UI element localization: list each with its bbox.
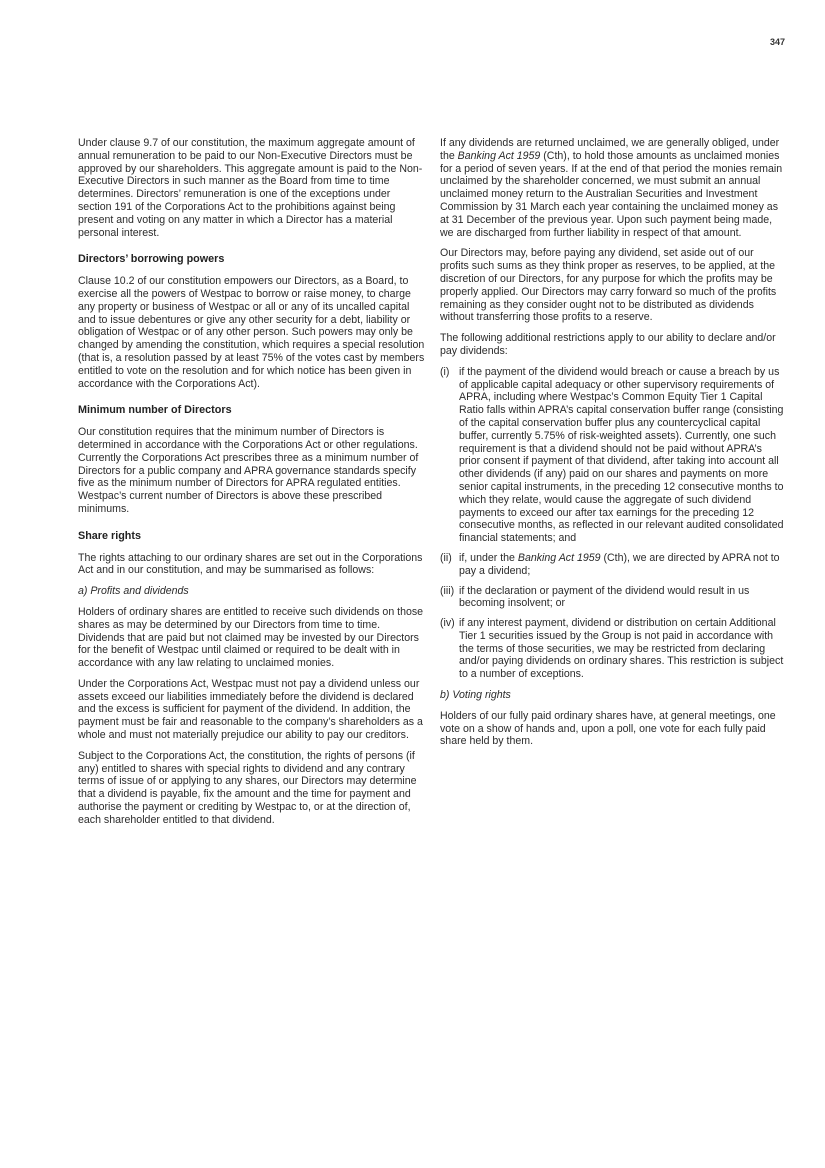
restriction-text: if the payment of the dividend would breach or cause a breach by us of applicable capital adequacy or other supervisory requirements of APRA, including where Westpac’s Common Equity Tier 1 Capital Ratio falls within APRA’s capital conservation buffer range (consisting of the capital conservation buffer plus any countercyclical capital buffer, currently 5.75% of risk-weighted assets). Currently, one such requirement is that a dividend should not be paid without APRA’s prior consent if payment of that dividend, after taking into account all other dividends (if any) paid on our shares and payments on more senior capital instruments, in the preceding 12 consecutive months to which they relate, would cause the aggregate of such dividend payments to exceed our after tax earnings for the preceding 12 consecutive months, as reflected in our relevant audited consolidated financial statements; and [459,365,784,545]
voting-rights-paragraph: Holders of our fully paid ordinary shares have, at general meetings, one vote on a show of hands and, upon a poll, one vote for each fully paid share held by them. [440,709,776,748]
restriction-marker: (ii) [440,551,452,564]
restriction-item-iv [440,617,785,681]
banking-act-reference: Banking Act 1959 [457,149,541,162]
left-column [78,137,426,835]
unclaimed-text-after: (Cth), to hold those amounts as unclaimed monies for a period of seven years. If at the end of that period the monies remain unclaimed by the shareholder concerned, we must submit an annual unclaimed money return to the Australian Securities and Investment Commission by 31 March each year containing the unclaimed money as at 31 December of the previous year. Upon such payment being made, we are discharged from further liability in respect of that amount. [440,149,783,239]
banking-act-reference: Banking Act 1959 [517,551,601,564]
restriction-marker: (i) [440,365,450,378]
profits-paragraph-1: Holders of ordinary shares are entitled to receive such dividends on those shares as may be determined by our Directors from time to time. Dividends that are paid but not claimed may be invested by our Directors for the benefit of Westpac until claimed or required to be dealt with in accordance with any law relating to unclaimed monies. [78,605,424,670]
borrowing-powers-heading: Directors’ borrowing powers [78,253,225,266]
restrictions-intro: The following additional restrictions apply to our ability to declare and/or pay dividends: [440,332,776,357]
profits-paragraph-3: Subject to the Corporations Act, the constitution, the rights of persons (if any) entitled to shares with special rights to dividend and any contrary terms of issue of or applying to any shares, our Directors may determine that a dividend is payable, fix the amount and the time for payment and authorise the payment or crediting by Westpac to, or at the direction of, each shareholder entitled to that dividend. [78,749,417,826]
page-number: 347 [769,37,785,47]
share-rights-paragraph: The rights attaching to our ordinary shares are set out in the Corporations Act and in our constitution, and may be summarised as follows: [78,551,423,577]
minimum-directors-paragraph: Our constitution requires that the minimum number of Directors is determined in accordance with the Corporations Act or other regulations. Currently the Corporations Act prescribes three as a minimum number of Directors for a public company and APRA governance standards specify five as the minimum number of Directors for APRA regulated entities. Westpac’s current number of Directors is above these prescribed minimums. [78,426,419,515]
restrictions-list [440,366,785,681]
restriction-item-i [440,366,785,545]
reserves-paragraph: Our Directors may, before paying any dividend, set aside out of our profits such sums as they think proper as reserves, to be applied, at the discretion of our Directors, for any purpose for which the profits may be properly applied. Our Directors may carry forward so much of the profits remaining as they consider ought not to be distributed as dividends without transferring those profits to a reserve. [440,247,777,324]
restriction-item-iii [440,585,785,611]
borrowing-powers-paragraph: Clause 10.2 of our constitution empowers our Directors, as a Board, to exercise all the powers of Westpac to borrow or raise money, to charge any property or business of Westpac or all or any of its uncalled capital and to issue debentures or give any other security for a debt, liability or obligation of Westpac or of any other person. Such powers may only be changed by amending the constitution, which requires a special resolution (that is, a resolution passed by at least 75% of the votes cast by members entitled to vote on the resolution and for which notice has been given in accordance with the Corporations Act). [78,275,425,390]
right-column [440,137,785,756]
restriction-text-before: if, under the [459,551,518,564]
unclaimed-dividends-paragraph [440,137,785,239]
minimum-directors-heading: Minimum number of Directors [78,404,232,417]
voting-rights-subheading: b) Voting rights [440,689,511,702]
restriction-text: if the declaration or payment of the dividend would result in us becoming insolvent; or [459,584,750,610]
restriction-text-after: (Cth), we are directed by APRA not to pay a dividend; [459,551,780,577]
unclaimed-text-before: If any dividends are returned unclaimed, we are generally obliged, under the [440,137,780,162]
share-rights-heading: Share rights [78,529,141,542]
restriction-text [459,552,785,578]
restriction-text: if any interest payment, dividend or distribution on certain Additional Tier 1 securities issued by the Group is not paid in accordance with the terms of those securities, we may be restricted from declaring and/or paying dividends on ordinary shares. This restriction is subject to a number of exceptions. [459,617,784,681]
remuneration-paragraph: Under clause 9.7 of our constitution, the maximum aggregate amount of annual remuneration to be paid to our Non-Executive Directors must be approved by our shareholders. This aggregate amount is paid to the Non-Executive Directors in such manner as the Board from time to time determines. Directors’ remuneration is one of the exceptions under section 191 of the Corporations Act to the prohibitions against being present and voting on any matter in which a Director has a material personal interest. [78,137,423,239]
restriction-item-ii [440,552,785,578]
restriction-marker: (iv) [440,617,455,630]
profits-paragraph-2: Under the Corporations Act, Westpac must not pay a dividend unless our assets exceed our liabilities immediately before the dividend is declared and the excess is sufficient for payment of the dividend. In addition, the payment must be fair and reasonable to the company’s shareholders as a whole and must not materially prejudice our ability to pay our creditors. [78,677,423,742]
profits-dividends-subheading: a) Profits and dividends [78,585,189,598]
restriction-marker: (iii) [440,584,455,597]
